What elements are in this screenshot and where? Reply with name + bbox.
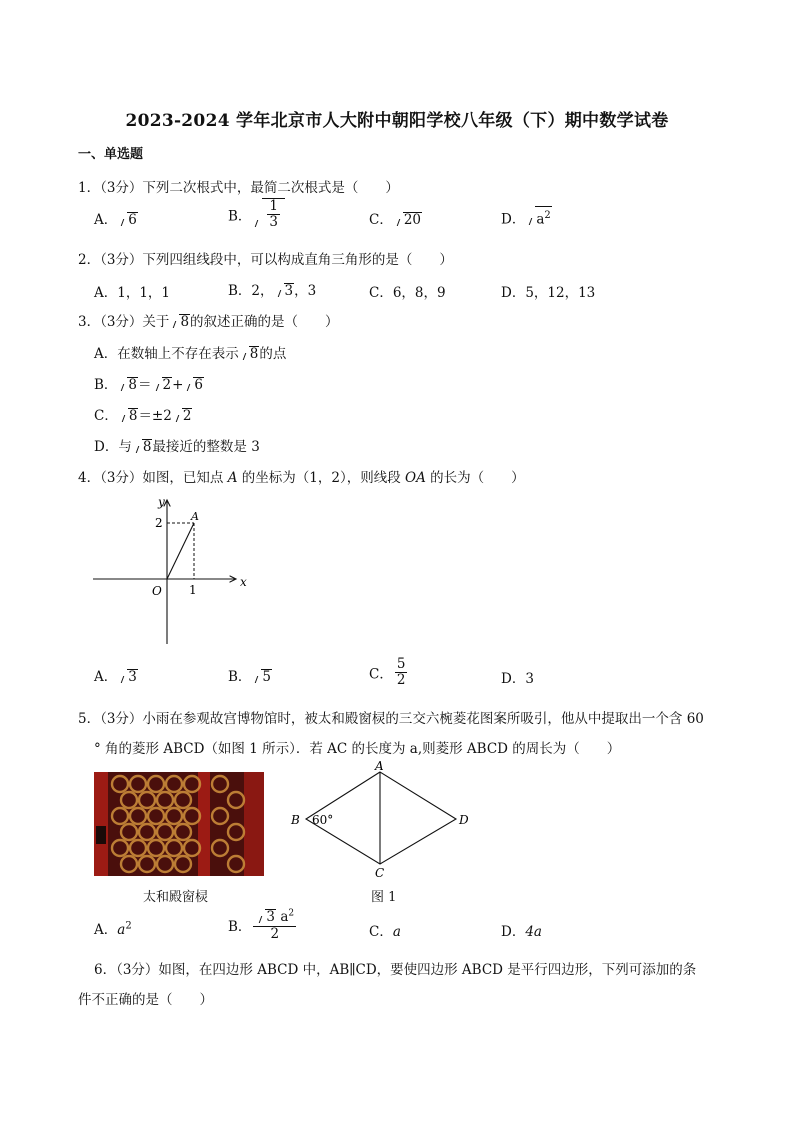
segment-oa bbox=[167, 523, 194, 579]
q2-option-d[interactable]: D．5，12，13 bbox=[501, 285, 596, 301]
q1-option-c[interactable] bbox=[369, 208, 422, 229]
q5-option-a[interactable]: A．$a^2$ bbox=[94, 920, 132, 938]
q3-option-a[interactable]: A．在数轴上不存在表示 8的点 bbox=[94, 346, 287, 362]
option-label: A． bbox=[94, 212, 118, 228]
q5-option-b[interactable]: B． $\frac{3 a^2}{2}$ bbox=[228, 908, 295, 942]
q2-option-b[interactable]: B．2， 3，3 bbox=[228, 283, 317, 299]
q4-option-a[interactable]: A． 3 bbox=[94, 669, 137, 685]
x-axis-label: x bbox=[240, 575, 247, 589]
vertex-c-label: C bbox=[375, 866, 385, 880]
coordinate-graph bbox=[88, 492, 258, 648]
sqrt-symbol: 8 bbox=[119, 408, 139, 425]
q1-option-d[interactable] bbox=[501, 206, 552, 228]
q4-option-c[interactable]: C． $\frac{5}{2}$ bbox=[369, 656, 406, 688]
sqrt-symbol: 6 bbox=[184, 377, 204, 394]
q1-option-b[interactable] bbox=[228, 198, 285, 230]
q3-option-d[interactable]: D．与 8最接近的整数是 3 bbox=[94, 439, 260, 455]
sqrt-symbol: 8 bbox=[133, 439, 153, 456]
window-lattice-photo bbox=[94, 772, 264, 876]
question-3-stem: 3．（3分）关于 8的叙述正确的是（ ） bbox=[78, 314, 339, 330]
q2-option-a[interactable]: A．1，1，1 bbox=[94, 285, 171, 301]
question-5-stem-line2: ° 角的菱形 ABCD（如图 1 所示）．若 AC 的长度为 a,则菱形 ABCD 的周长为（ ） bbox=[94, 741, 621, 757]
vertex-d-label: D bbox=[459, 813, 469, 827]
question-4-stem: 4．（3分）如图，已知点 A 的坐标为（1，2），则线段 OA 的长为（ ） bbox=[78, 470, 525, 486]
question-5-stem-line1: 5．（3分）小雨在参观故宫博物馆时，被太和殿窗棂的三交六椀菱花图案所吸引，他从中提取出一个含 60 bbox=[78, 711, 704, 727]
sqrt-symbol: 2 bbox=[173, 408, 193, 425]
sqrt-symbol: 5 bbox=[252, 669, 272, 686]
origin-label: O bbox=[152, 584, 162, 598]
rhombus-figure bbox=[288, 758, 478, 880]
photo-caption: 太和殿窗棂 bbox=[143, 890, 209, 905]
y-axis-label: y bbox=[158, 495, 165, 509]
question-6-stem-line2: 件不正确的是（ ） bbox=[78, 992, 213, 1008]
q3-option-b[interactable]: B． 8＝ 2+ 6 bbox=[94, 377, 204, 393]
point-a-label: A bbox=[191, 510, 199, 523]
sqrt-symbol: 20 bbox=[394, 212, 422, 229]
question-2-stem: 2．（3分）下列四组线段中，可以构成直角三角形的是（ ） bbox=[78, 252, 453, 268]
vertex-a-label: A bbox=[375, 759, 384, 773]
q5-option-d[interactable]: D．4a bbox=[501, 924, 542, 940]
sqrt-symbol: 3 bbox=[118, 669, 138, 686]
q2-option-c[interactable]: C．6，8，9 bbox=[369, 285, 446, 301]
tick-label-2: 2 bbox=[155, 516, 163, 530]
sqrt-symbol: 3 bbox=[256, 909, 276, 926]
question-6-stem-line1: 6．（3分）如图，在四边形 ABCD 中，AB∥CD，要使四边形 ABCD 是平行四边形，下列可添加的条 bbox=[94, 962, 697, 978]
q4-option-b[interactable]: B． 5 bbox=[228, 669, 272, 685]
option-label: B． bbox=[228, 208, 252, 225]
q4-option-d[interactable]: D．3 bbox=[501, 671, 534, 687]
sqrt-symbol: 8 bbox=[118, 377, 138, 394]
question-1-stem: 1．（3分）下列二次根式中，最简二次根式是（ ） bbox=[78, 180, 399, 196]
q3-option-c[interactable]: C． 8＝±2 2 bbox=[94, 408, 192, 424]
figure-caption: 图 1 bbox=[371, 890, 397, 905]
tick-label-1: 1 bbox=[189, 583, 197, 597]
sqrt-symbol: 8 bbox=[170, 314, 190, 331]
sqrt-symbol: 6 bbox=[118, 212, 138, 229]
vertex-b-label: B bbox=[291, 813, 300, 827]
angle-label: 60° bbox=[312, 813, 334, 827]
q5-option-c[interactable]: C．a bbox=[369, 924, 401, 940]
section-heading: 一、单选题 bbox=[78, 147, 144, 162]
sqrt-symbol: 8 bbox=[240, 346, 260, 363]
option-label: D． bbox=[501, 211, 526, 228]
page-title: 2023-2024 学年北京市人大附中朝阳学校八年级（下）期中数学试卷 bbox=[125, 111, 669, 131]
q1-option-a[interactable] bbox=[94, 208, 138, 229]
sqrt-symbol: $a^2$ bbox=[526, 206, 551, 228]
sqrt-symbol: 3 bbox=[275, 283, 295, 300]
sqrt-symbol: $\frac{1}{3}$ bbox=[252, 198, 285, 230]
sqrt-symbol: 2 bbox=[153, 377, 173, 394]
option-label: C． bbox=[369, 212, 393, 228]
